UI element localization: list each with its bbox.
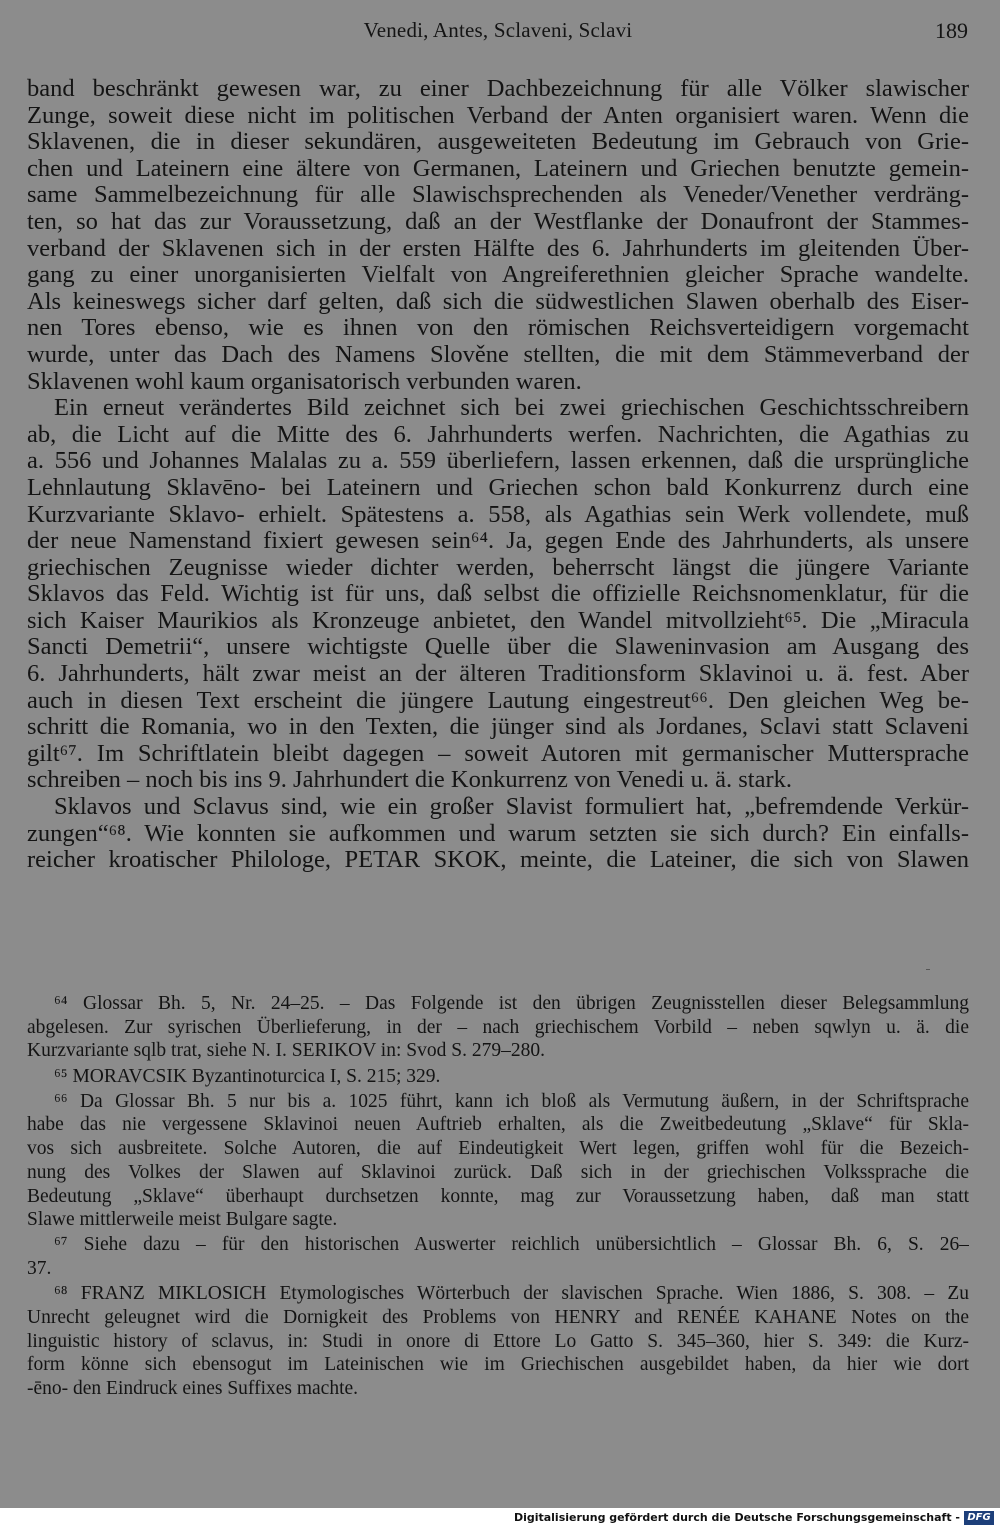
text-line: griechischen Zeugnisse wieder dichter werden, beherrscht längst die jüngere Variante [27,554,969,581]
text-line: sich Kaiser Maurikios als Kronzeuge anbietet, den Wandel mitvollzieht⁶⁵. Die „Miracula [27,607,969,634]
text-line: gang zu einer unorganisierten Vielfalt von Angreiferethnien gleicher Sprache wandelte. [27,262,969,289]
running-title: Venedi, Antes, Sclaveni, Sclavi [363,18,633,42]
separator-mark [926,969,930,970]
footnote-line: Unrecht geleugnet wird die Dornigkeit des Problems von HENRY and RENÉE KAHANE Notes on the [27,1306,969,1328]
text-line: wurde, unter das Dach des Namens Slověne stellten, die mit dem Stämmeverband der [27,341,969,368]
footnote-line: ⁶⁶ Da Glossar Bh. 5 nur bis a. 1025 führt, kann ich bloß als Vermutung äußern, in der Schriftsprache [54,1090,969,1112]
text-line: same Sammelbezeichnung für alle Slawischsprechenden als Veneder/Venether verdräng- [27,182,969,209]
footnote-line: vos sich ausbreitete. Solche Autoren, die auf Eindeutigkeit Wert legen, griffen wohl für die Bezeich- [27,1138,969,1160]
text-line: Sancti Demetrii“, unsere wichtigste Quelle über die Slaweninvasion am Ausgang des [27,634,969,661]
text-line: a. 556 und Johannes Malalas zu a. 559 überliefern, lassen erkennen, daß die ursprüngliche [27,448,969,475]
text-line: der neue Namenstand fixiert gewesen sein⁶⁴. Ja, gegen Ende des Jahrhunderts, als unsere [27,528,969,555]
text-line: band beschränkt gewesen war, zu einer Dachbezeichnung für alle Völker slawischer [27,76,969,102]
footnote-line: form könne sich ebensogut im Lateinischen wie im Griechischen ausgebildet haben, da hier wie dort [27,1354,969,1376]
footnote-line: Kurzvariante sqlb trat, siehe N. I. SERIKOV in: Svod S. 279–280. [27,1040,545,1062]
text-line: 6. Jahrhunderts, hält zwar meist an der älteren Traditionsform Sklavinoi u. ä. fest. Aber [27,661,969,688]
text-line: reicher kroatischer Philologe, PETAR SKOK, meinte, die Lateiner, die sich von Slawen [27,847,969,874]
footnote-line: Slawe mittlerweile meist Bulgare sagte. [27,1209,338,1231]
text-line: Sklavenen, die in dieser sekundären, ausgeweiteten Bedeutung im Gebrauch von Grie- [27,129,969,156]
footnotes [27,992,969,1401]
text-line: Als keineswegs sicher darf gelten, daß sich die südwestlichen Slawen oberhalb des Eiser- [27,288,969,315]
footnote-line: ⁶⁷ Siehe dazu – für den historischen Auswerter reichlich unübersichtlich – Glossar Bh. 6, S. 26– [54,1234,969,1256]
text-line: verband der Sklavenen sich in der ersten Hälfte des 6. Jahrhunderts im gleitenden Über- [27,235,969,262]
footnote-line: nung des Volkes der Slawen auf Sklavinoi zurück. Daß sich in der griechischen Volkssprache die [27,1161,969,1183]
text-line: Zunge, soweit diese nicht im politischen Verband der Anten organisiert waren. Wenn die [27,102,969,129]
text-line: schritt die Romania, wo in den Texten, die jünger sind als Jordanes, Sclavi statt Sclaveni [27,714,969,741]
footnote-line: ⁶⁴ Glossar Bh. 5, Nr. 24–25. – Das Folgende ist den übrigen Zeugnisstellen dieser Belegsammlung [54,993,969,1014]
footnote-line: ⁶⁸ FRANZ MIKLOSICH Etymologisches Wörterbuch der slavischen Sprache. Wien 1886, S. 308. – Zu [54,1283,969,1305]
funding-credit: Digitalisierung gefördert durch die Deutsche Forschungsgemeinschaft - [513,1511,960,1524]
footnote-line: Bedeutung „Sklave“ überhaupt durchsetzen konnte, mag zur Voraussetzung haben, daß man statt [27,1185,969,1207]
text-line: zungen“⁶⁸. Wie konnten sie aufkommen und warum setzten sie sich durch? Ein einfalls- [27,820,969,847]
text-line: Sklavenen wohl kaum organisatorisch verbunden waren. [27,368,582,395]
text-line: gilt⁶⁷. Im Schriftlatein bleibt dagegen – soweit Autoren mit germanischer Muttersprache [27,740,969,767]
footnote-line: ⁶⁵ MORAVCSIK Byzantinoturcica I, S. 215; 329. [54,1065,441,1087]
text-line: ten, so hat das zur Voraussetzung, daß an der Westflanke der Donaufront der Stammes- [27,208,969,235]
footnote-line: 37. [27,1258,52,1280]
text-line: Ein erneut verändertes Bild zeichnet sich bei zwei griechischen Geschichtsschreibern [54,395,969,422]
footnote-line: abgelesen. Zur syrischen Überlieferung, in der – nach griechischem Vorbild – neben sqwlyn u. ä. die [27,1016,969,1038]
footnote-line: habe das nie vergessene Sklavinoi neuen Auftrieb erhalten, als die Zweitbedeutung „Sklave“ für Skla- [27,1114,969,1136]
text-line: schreiben – noch bis ins 9. Jahrhundert die Konkurrenz von Venedi u. ä. stark. [27,767,792,794]
page-header [28,18,968,54]
text-line: Sklavos das Feld. Wichtig ist für uns, daß selbst die offizielle Reichsnomenklatur, für die [27,581,969,608]
main-text [27,76,969,874]
text-line: Lehnlautung Sklavēno- bei Lateinern und Griechen schon bald Konkurrenz durch eine [27,474,969,501]
footnote-line: -ēno- den Eindruck eines Suffixes machte. [27,1378,359,1399]
text-line: chen und Lateinern eine ältere von Germanen, Lateinern und Griechen benutzte gemein- [27,155,969,182]
text-line: Kurzvariante Sklavo- erhielt. Spätestens a. 558, als Agathias sein Werk vollendete, muß [27,501,969,528]
text-line: nen Tores ebenso, wie es ihnen von den römischen Reichsverteidigern vorgemacht [27,315,969,342]
dfg-logo: DFG [964,1511,994,1525]
text-line: Sklavos und Sclavus sind, wie ein großer Slavist formuliert hat, „befremdende Verkür- [54,794,969,821]
digitization-footer [0,1508,1000,1528]
text-line: auch in diesen Text erscheint die jüngere Lautung eingestreut⁶⁶. Den gleichen Weg be- [27,687,969,714]
footnote-line: linguistic history of sclavus, in: Studi in onore di Ettore Lo Gatto S. 345–360, hier S. 349: die Kurz- [27,1330,969,1352]
text-line: ab, die Licht auf die Mitte des 6. Jahrhunderts werfen. Nachrichten, die Agathias zu [27,421,969,448]
page-number: 189 [935,18,968,43]
